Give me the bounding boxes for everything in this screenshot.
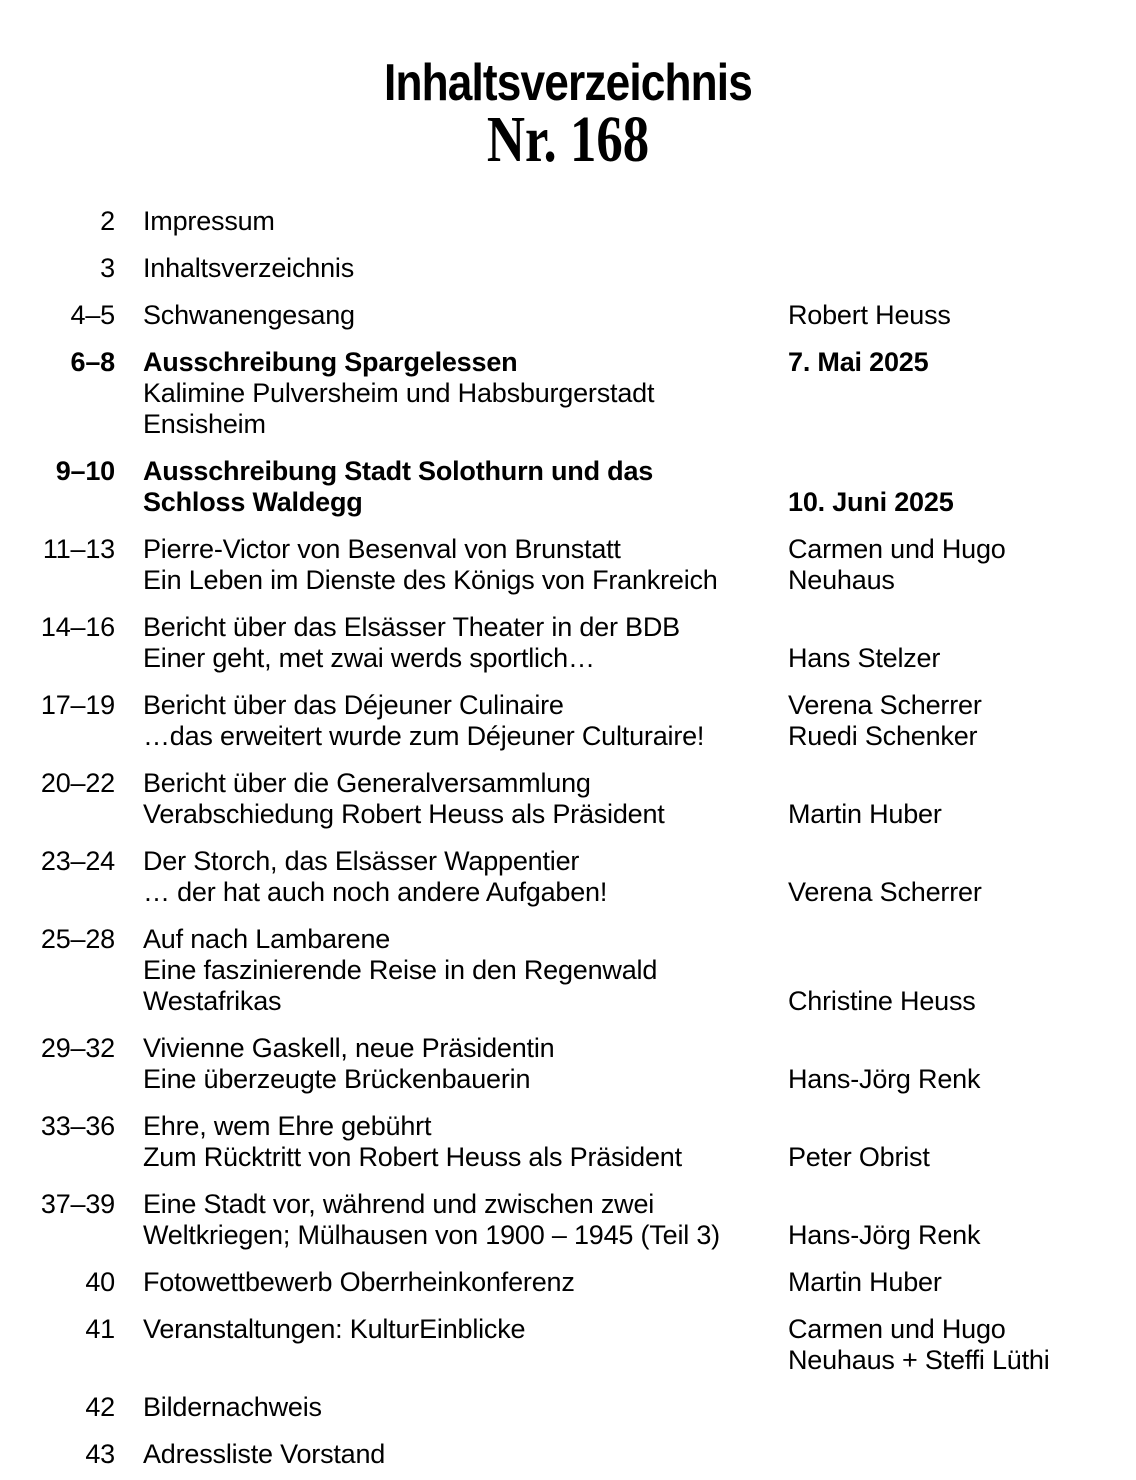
entry-author-block xyxy=(788,1392,1136,1423)
entry-author-line xyxy=(788,1392,1136,1423)
entry-page-numbers: 3 xyxy=(100,253,115,283)
entry-title-line: Eine faszinierende Reise in den Regenwald xyxy=(143,955,658,985)
entry-title-line: Ausschreibung Stadt Solothurn und das xyxy=(143,456,654,486)
entry-author-block xyxy=(788,534,1136,596)
entry-title-line: Schwanengesang xyxy=(143,300,355,330)
entry-page-numbers: 23–24 xyxy=(40,846,115,876)
toc-entry xyxy=(0,768,1136,830)
entry-title-block xyxy=(115,768,788,830)
entry-title-line: …das erweitert wurde zum Déjeuner Culturaire! xyxy=(143,721,705,751)
entry-page-numbers: 4–5 xyxy=(70,300,115,330)
toc-entry xyxy=(0,300,1136,331)
entry-author-line: Hans Stelzer xyxy=(788,643,941,673)
entry-author-line: Carmen und Hugo xyxy=(788,534,1006,564)
entry-author-block xyxy=(788,1314,1136,1376)
page-title: Inhaltsverzeichnis xyxy=(384,54,752,112)
entry-title-line: Ein Leben im Dienste des Königs von Frankreich xyxy=(143,565,718,595)
entry-page-numbers: 41 xyxy=(85,1314,115,1344)
entry-author-line xyxy=(788,1111,1136,1142)
entry-author-line: Hans-Jörg Renk xyxy=(788,1064,981,1094)
entry-author-line: Ruedi Schenker xyxy=(788,721,978,751)
entry-author-block xyxy=(788,300,1136,331)
entry-author-block xyxy=(788,347,1136,440)
entry-title-block xyxy=(115,1392,788,1423)
entry-author-block xyxy=(788,253,1136,284)
toc-entry xyxy=(0,253,1136,284)
entry-author-block xyxy=(788,456,1136,518)
entry-author-line xyxy=(788,378,1136,409)
entry-title-block xyxy=(115,690,788,752)
entry-page-numbers: 14–16 xyxy=(40,612,115,642)
entry-title-line: Veranstaltungen: KulturEinblicke xyxy=(143,1314,526,1344)
toc-entry xyxy=(0,534,1136,596)
entry-author-line xyxy=(788,955,1136,986)
entry-page-numbers: 33–36 xyxy=(40,1111,115,1141)
entry-title-line: Bericht über die Generalversammlung xyxy=(143,768,591,798)
entry-title-line: Inhaltsverzeichnis xyxy=(143,253,355,283)
entry-page-numbers: 25–28 xyxy=(40,924,115,954)
entry-title-line: Ausschreibung Spargelessen xyxy=(143,347,518,377)
entry-page-numbers: 9–10 xyxy=(55,456,115,486)
entry-title-line: Bericht über das Déjeuner Culinaire xyxy=(143,690,564,720)
entry-author-line: Hans-Jörg Renk xyxy=(788,1220,981,1250)
entry-page-numbers: 11–13 xyxy=(42,534,115,564)
entry-title-line: Zum Rücktritt von Robert Heuss als Präsident xyxy=(143,1142,682,1172)
entry-title-line: Schloss Waldegg xyxy=(143,487,363,517)
toc-entry xyxy=(0,1439,1136,1470)
entry-author-line xyxy=(788,1439,1136,1470)
entry-author-line xyxy=(788,1189,1136,1220)
entry-author-line: 10. Juni 2025 xyxy=(788,487,954,517)
entry-author-line: Verena Scherrer xyxy=(788,877,982,907)
entry-title-block xyxy=(115,924,788,1017)
toc-entry xyxy=(0,1189,1136,1251)
toc-entry xyxy=(0,347,1136,440)
toc-entry xyxy=(0,1267,1136,1298)
entry-title-line: Ehre, wem Ehre gebührt xyxy=(143,1111,432,1141)
entry-title-block xyxy=(115,253,788,284)
toc-list xyxy=(0,206,1136,1480)
entry-author-block xyxy=(788,1439,1136,1470)
entry-page-numbers: 20–22 xyxy=(40,768,115,798)
entry-author-line xyxy=(788,924,1136,955)
entry-author-line: Peter Obrist xyxy=(788,1142,930,1172)
entry-page-numbers: 29–32 xyxy=(40,1033,115,1063)
entry-author-line xyxy=(788,409,1136,440)
entry-author-line: Martin Huber xyxy=(788,799,942,829)
toc-entry xyxy=(0,1111,1136,1173)
toc-entry xyxy=(0,206,1136,237)
entry-author-line: Martin Huber xyxy=(788,1267,942,1297)
entry-title-line: Bildernachweis xyxy=(143,1392,322,1422)
entry-title-line: Impressum xyxy=(143,206,275,236)
entry-page-numbers: 40 xyxy=(85,1267,115,1297)
entry-author-line xyxy=(788,846,1136,877)
entry-title-line: Auf nach Lambarene xyxy=(143,924,391,954)
entry-title-line: Kalimine Pulversheim und Habsburgerstadt xyxy=(143,378,655,408)
entry-page-numbers: 37–39 xyxy=(40,1189,115,1219)
entry-title-block xyxy=(115,1111,788,1173)
issue-number: Nr. 168 xyxy=(486,103,650,176)
toc-entry xyxy=(0,1314,1136,1376)
toc-entry xyxy=(0,456,1136,518)
entry-author-line: Christine Heuss xyxy=(788,986,976,1016)
toc-entry xyxy=(0,1033,1136,1095)
entry-title-block xyxy=(115,1267,788,1298)
entry-author-line xyxy=(788,612,1136,643)
entry-title-line: Weltkriegen; Mülhausen von 1900 – 1945 (Teil 3) xyxy=(143,1220,720,1250)
entry-title-line: Eine Stadt vor, während und zwischen zwei xyxy=(143,1189,655,1219)
entry-title-line: Einer geht, met zwai werds sportlich… xyxy=(143,643,595,673)
entry-author-line: Verena Scherrer xyxy=(788,690,982,720)
toc-entry xyxy=(0,690,1136,752)
entry-author-block xyxy=(788,1267,1136,1298)
entry-author-line xyxy=(788,253,1136,284)
toc-entry xyxy=(0,612,1136,674)
entry-author-line: Robert Heuss xyxy=(788,300,951,330)
entry-author-block xyxy=(788,1189,1136,1251)
entry-title-block xyxy=(115,206,788,237)
entry-author-line: Neuhaus + Steffi Lüthi xyxy=(788,1345,1050,1375)
entry-title-block xyxy=(115,1189,788,1251)
entry-author-block xyxy=(788,846,1136,908)
entry-author-line: 7. Mai 2025 xyxy=(788,347,929,377)
entry-author-line xyxy=(788,768,1136,799)
entry-author-block xyxy=(788,612,1136,674)
entry-title-line: Adressliste Vorstand xyxy=(143,1439,386,1469)
entry-title-line xyxy=(143,1345,788,1376)
entry-title-line: Der Storch, das Elsässer Wappentier xyxy=(143,846,580,876)
entry-title-block xyxy=(115,846,788,908)
entry-title-block xyxy=(115,612,788,674)
entry-title-line: Fotowettbewerb Oberrheinkonferenz xyxy=(143,1267,575,1297)
entry-title-line: … der hat auch noch andere Aufgaben! xyxy=(143,877,608,907)
entry-title-line: Eine überzeugte Brückenbauerin xyxy=(143,1064,531,1094)
entry-author-block xyxy=(788,690,1136,752)
toc-entry xyxy=(0,1392,1136,1423)
entry-page-numbers: 43 xyxy=(85,1439,115,1469)
entry-page-numbers: 42 xyxy=(85,1392,115,1422)
toc-entry xyxy=(0,924,1136,1017)
toc-entry xyxy=(0,846,1136,908)
entry-title-line: Pierre-Victor von Besenval von Brunstatt xyxy=(143,534,621,564)
entry-page-numbers: 2 xyxy=(100,206,115,236)
entry-title-block xyxy=(115,300,788,331)
entry-page-numbers: 17–19 xyxy=(40,690,115,720)
entry-page-numbers: 6–8 xyxy=(70,347,115,377)
entry-title-line: Bericht über das Elsässer Theater in der BDB xyxy=(143,612,680,642)
entry-title-line: Vivienne Gaskell, neue Präsidentin xyxy=(143,1033,555,1063)
entry-author-block xyxy=(788,768,1136,830)
entry-title-block xyxy=(115,456,788,518)
entry-title-block xyxy=(115,534,788,596)
entry-author-line: Carmen und Hugo xyxy=(788,1314,1006,1344)
entry-author-block xyxy=(788,1111,1136,1173)
entry-title-block xyxy=(115,1033,788,1095)
entry-title-block xyxy=(115,347,788,440)
entry-author-line xyxy=(788,456,1136,487)
entry-author-block xyxy=(788,924,1136,1017)
entry-title-line: Westafrikas xyxy=(143,986,282,1016)
entry-title-block xyxy=(115,1439,788,1470)
entry-title-line: Verabschiedung Robert Heuss als Präsident xyxy=(143,799,665,829)
entry-author-line: Neuhaus xyxy=(788,565,895,595)
entry-author-line xyxy=(788,1033,1136,1064)
entry-author-line xyxy=(788,206,1136,237)
entry-author-block xyxy=(788,206,1136,237)
entry-title-line: Ensisheim xyxy=(143,409,266,439)
entry-author-block xyxy=(788,1033,1136,1095)
entry-title-block xyxy=(115,1314,788,1376)
